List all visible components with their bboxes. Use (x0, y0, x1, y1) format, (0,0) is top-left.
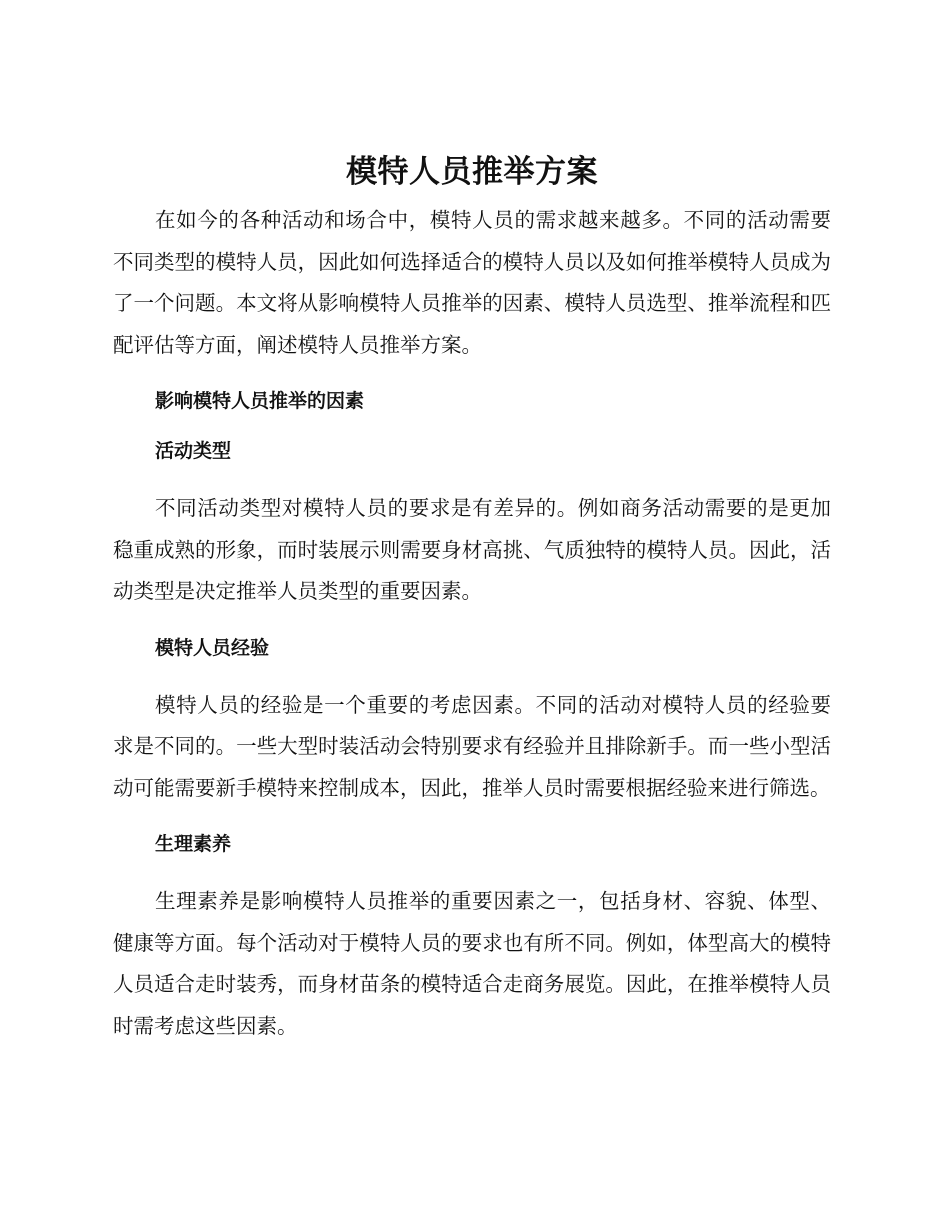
intro-paragraph: 在如今的各种活动和场合中，模特人员的需求越来越多。不同的活动需要不同类型的模特人员，因此如何选择适合的模特人员以及如何推举模特人员成为了一个问题。本文将从影响模特人员推举的因素、模特人员选型、推举流程和匹配评估等方面，阐述模特人员推举方案。 (113, 208, 831, 357)
subsection-heading-model-experience: 模特人员经验 (155, 636, 270, 659)
paragraph-activity-type: 不同活动类型对模特人员的要求是有差异的。例如商务活动需要的是更加稳重成熟的形象，而时装展示则需要身材高挑、气质独特的模特人员。因此，活动类型是决定推举人员类型的重要因素。 (113, 496, 831, 603)
paragraph-physical-quality: 生理素养是影响模特人员推举的重要因素之一，包括身材、容貌、体型、健康等方面。每个活动对于模特人员的要求也有所不同。例如，体型高大的模特人员适合走时装秀，而身材苗条的模特适合走商务展览。因此，在推举模特人员时需考虑这些因素。 (113, 889, 831, 1038)
document-page (113, 150, 831, 1047)
section-heading: 影响模特人员推举的因素 (155, 390, 365, 412)
document-title: 模特人员推举方案 (346, 154, 598, 190)
paragraph-model-experience: 模特人员的经验是一个重要的考虑因素。不同的活动对模特人员的经验要求是不同的。一些大型时装活动会特别要求有经验并且排除新手。而一些小型活动可能需要新手模特来控制成本，因此，推举人员时需要根据经验来进行筛选。 (113, 692, 831, 800)
subsection-heading-activity-type: 活动类型 (155, 440, 232, 462)
subsection-heading-physical-quality: 生理素养 (155, 833, 232, 855)
